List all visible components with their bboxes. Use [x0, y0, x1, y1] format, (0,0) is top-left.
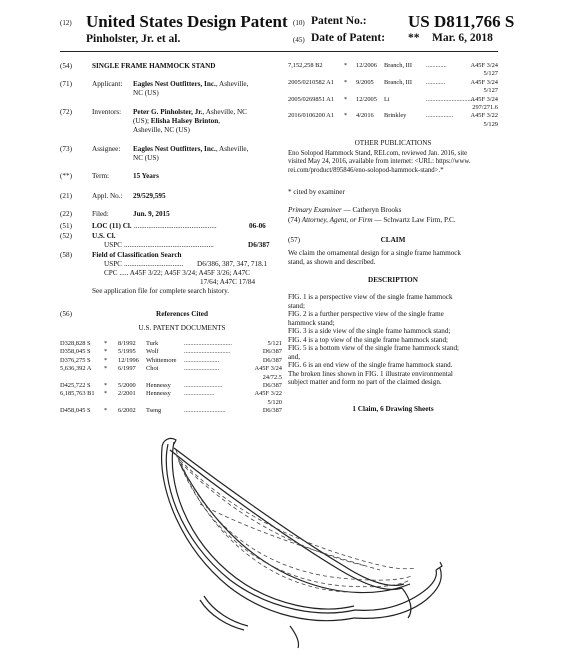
- appl-number: 29/529,595: [133, 192, 166, 200]
- applicant-label: Applicant:: [92, 80, 123, 88]
- reference-name: Brinkley: [384, 112, 407, 120]
- reference-class: A45F 3/24: [470, 78, 498, 86]
- reference-class: A45F 3/22: [470, 112, 498, 120]
- applicant-rest: , Asheville,: [215, 80, 249, 88]
- loc-value: 06-06: [249, 222, 266, 230]
- reference-row: [60, 390, 282, 398]
- attorney: [288, 216, 456, 225]
- inventor-2-rest: ,: [218, 117, 221, 125]
- reference-dots: ..............................: [426, 95, 474, 103]
- filed-label: Filed:: [92, 210, 109, 218]
- reference-date: 5/2000: [118, 382, 136, 389]
- spreader-bar-upper-2: [174, 448, 404, 585]
- reference-number: D458,045 S: [60, 407, 91, 415]
- date-label: Date of Patent:: [311, 32, 386, 44]
- reference-dots: .................: [426, 112, 454, 120]
- reference-name: Hennessy: [146, 382, 171, 389]
- reference-dots: ............: [426, 78, 446, 86]
- reference-star: *: [344, 95, 348, 103]
- description-line: FIG. 4 is a top view of the single frame hammock stand;: [288, 335, 448, 344]
- term-value: 15 Years: [133, 172, 159, 180]
- reference-star: *: [104, 348, 108, 356]
- inventor-2-location: Asheville, NC (US): [133, 126, 190, 134]
- reference-class: 5/127: [483, 87, 498, 95]
- reference-name: Branch, III: [384, 78, 413, 86]
- reference-row: [60, 374, 282, 382]
- reference-number: 2016/0106200 A1: [288, 112, 334, 120]
- primary-examiner: [288, 206, 401, 215]
- claims-sheets-footer: 1 Claim, 6 Drawing Sheets: [352, 405, 434, 413]
- frame-top-tip: [162, 438, 176, 448]
- field-label: Field of Classification Search: [92, 251, 182, 259]
- reference-date: 9/2005: [356, 78, 374, 86]
- inventor-1-name: Peter G. Pinholster, Jr.: [133, 108, 203, 116]
- reference-class: A45F 3/24: [254, 365, 282, 373]
- reference-star: *: [344, 112, 348, 120]
- appl-label: Appl. No.:: [92, 192, 123, 200]
- reference-class: 5/129: [483, 120, 498, 128]
- appl-code: (21): [60, 192, 72, 200]
- reference-class: 5/127: [483, 70, 498, 78]
- description-line: The broken lines shown in FIG. 1 illustrate environmental: [288, 369, 453, 378]
- applicant: [133, 80, 248, 89]
- filed-code: (22): [60, 210, 72, 218]
- claim-text: [288, 249, 498, 266]
- description-line: FIG. 3 is a side view of the single frame hammock stand;: [288, 327, 451, 335]
- patent-no-label: Patent No.:: [311, 15, 367, 27]
- description-line: FIG. 1 is a perspective view of the single frame hammock: [288, 293, 453, 301]
- reference-row: [60, 407, 282, 415]
- filed-date: Jun. 9, 2015: [133, 210, 170, 218]
- uscl-label: U.S. Cl.: [92, 232, 116, 240]
- reference-row: [288, 112, 498, 120]
- reference-class: 5/121: [267, 340, 282, 347]
- reference-row: [288, 96, 498, 104]
- attorney-label: Attorney, Agent, or Firm: [301, 216, 373, 224]
- reference-dots: ......................: [184, 356, 220, 364]
- reference-dots: ........................: [184, 382, 223, 389]
- assignee-rest: , Asheville,: [215, 145, 249, 153]
- assignee-name: Eagles Nest Outfitters, Inc.: [133, 145, 216, 153]
- reference-star: *: [104, 356, 108, 364]
- reference-date: 6/2002: [118, 407, 136, 415]
- loc-label: LOC (11) Cl.: [92, 222, 132, 230]
- reference-name: Choi: [146, 365, 159, 373]
- reference-class: D6/387: [262, 382, 282, 389]
- applicant-location: NC (US): [133, 89, 159, 97]
- right-tip: [436, 562, 442, 570]
- reference-row: [60, 357, 282, 365]
- date-of-patent: Mar. 6, 2018: [432, 32, 493, 44]
- attorney-code: (74): [288, 216, 300, 224]
- reference-star: *: [344, 62, 348, 69]
- reference-name: Branch, III: [384, 62, 413, 69]
- date-stars: **: [408, 32, 420, 44]
- inventor-1: [133, 108, 247, 117]
- reference-row: [60, 348, 282, 356]
- date-code: (45): [293, 36, 305, 44]
- frame-solid-lines: [162, 438, 442, 648]
- reference-row: [288, 70, 498, 78]
- field-uspc-dots: .................................: [124, 260, 184, 268]
- hammock-line-2: [176, 454, 410, 587]
- hammock-line-1: [176, 450, 412, 580]
- term-code: (**): [60, 172, 72, 180]
- description-line: subject matter and form no part of the claimed design.: [288, 378, 442, 386]
- patent-number: US D811,766 S: [408, 12, 515, 31]
- assignee: [133, 145, 248, 154]
- reference-name: Hennessy: [146, 390, 171, 398]
- reference-number: 7,152,258 B2: [288, 62, 323, 69]
- hammock-line-4: [180, 460, 416, 569]
- reference-star: *: [104, 382, 108, 389]
- field-note: See application file for complete search history.: [92, 287, 230, 295]
- inventor-line: Pinholster, Jr. et al.: [86, 33, 181, 45]
- reference-row: [60, 340, 282, 348]
- reference-row: [60, 382, 282, 390]
- reference-row: [60, 365, 282, 373]
- uspc-label: USPC: [104, 241, 122, 249]
- reference-number: 2005/0269851 A1: [288, 95, 334, 103]
- inventors-label: Inventors:: [92, 108, 122, 116]
- cited-by-examiner: * cited by examiner: [288, 188, 345, 196]
- primary-examiner-name: — Catheryn Brooks: [341, 206, 402, 214]
- applicant-code: (71): [60, 80, 72, 88]
- field-uspc-value: D6/386, 387, 347, 718.1: [197, 260, 268, 268]
- reference-row: [288, 62, 498, 70]
- uscl-code: (52): [60, 232, 72, 240]
- uspc-dots: ..................................................: [124, 241, 214, 249]
- reference-row: [288, 121, 498, 129]
- reference-dots: ...................: [184, 390, 215, 398]
- reference-name: Whittemore: [146, 356, 177, 364]
- inventor-1-rest: , Asheville, NC: [202, 108, 247, 116]
- refs-title: References Cited: [156, 310, 208, 318]
- reference-number: D425,722 S: [60, 382, 91, 389]
- reference-date: 12/1996: [118, 356, 139, 364]
- field-code: (58): [60, 251, 72, 259]
- other-pubs-line-1: Eno Solopod Hammock Stand, REI.com, reviewed Jan. 2016, site: [288, 150, 468, 157]
- reference-class: D6/387: [262, 348, 282, 356]
- claim-text-line-1: We claim the ornamental design for a single frame hammock: [288, 249, 461, 257]
- foot-center: [290, 626, 299, 648]
- reference-star: *: [104, 340, 108, 347]
- primary-examiner-label: Primary Examiner: [288, 206, 342, 214]
- reference-dots: .............: [426, 62, 447, 69]
- term-label: Term:: [92, 172, 110, 180]
- description-line: hammock stand;: [288, 318, 335, 327]
- inventor-2-prefix: (US);: [133, 117, 149, 125]
- loc-code: (51): [60, 222, 72, 230]
- reference-class: 5/120: [267, 398, 282, 406]
- description-line: and,: [288, 352, 301, 361]
- reference-star: *: [104, 407, 108, 415]
- reference-star: *: [344, 78, 348, 86]
- patent-kind-title: United States Design Patent: [86, 12, 288, 31]
- design-title: SINGLE FRAME HAMMOCK STAND: [92, 62, 216, 70]
- header-rule: [60, 51, 498, 52]
- reference-number: 6,185,763 B1: [60, 390, 95, 398]
- other-pubs-line-2: visited May 24, 2016, available from internet: <URL: https://www.: [288, 158, 471, 166]
- reference-number: D328,828 S: [60, 340, 91, 347]
- reference-row: [60, 399, 282, 407]
- reference-name: Wolf: [146, 348, 159, 356]
- reference-class: A45F 3/24: [470, 62, 498, 69]
- attorney-name: — Schwartz Law Firm, P.C.: [372, 216, 456, 224]
- title-code: (54): [60, 62, 72, 70]
- reference-number: D358,045 S: [60, 348, 91, 356]
- reference-date: 12/2005: [356, 95, 377, 103]
- reference-number: D376,275 S: [60, 356, 91, 364]
- reference-dots: .............................: [184, 348, 231, 356]
- reference-date: 2/2001: [118, 390, 136, 398]
- other-pubs-line-3: rei.com/product/895846/eno-solopod-hammock-stand>.*: [288, 166, 444, 174]
- reference-date: 6/1997: [118, 365, 136, 373]
- reference-class: 24/72.5: [262, 373, 282, 381]
- reference-star: *: [104, 365, 108, 373]
- assignee-code: (73): [60, 145, 72, 153]
- other-pubs-text: [288, 150, 498, 175]
- hammock-line-6: [200, 504, 380, 570]
- reference-date: 8/1992: [118, 340, 136, 347]
- field-cpc: CPC ..... A45F 3/22; A45F 3/24; A45F 3/26; A47C: [104, 269, 250, 277]
- reference-number: 5,636,392 A: [60, 365, 92, 373]
- other-pubs-title: OTHER PUBLICATIONS: [354, 139, 432, 147]
- description-line: FIG. 5 is a bottom view of the single frame hammock stand;: [288, 344, 460, 352]
- refs-subtitle: U.S. PATENT DOCUMENTS: [138, 324, 226, 332]
- hammock-stand-drawing: [140, 420, 460, 652]
- reference-dots: ..............................: [184, 340, 232, 347]
- applicant-name: Eagles Nest Outfitters, Inc.: [133, 80, 216, 88]
- kind-code: (12): [60, 19, 72, 27]
- field-uspc-label: USPC: [104, 260, 122, 268]
- refs-code: (56): [60, 310, 72, 318]
- description-title: DESCRIPTION: [368, 276, 418, 284]
- inventor-2-name: Elisha Halsey Brinton: [150, 117, 219, 125]
- claim-text-line-2: stand, as shown and described.: [288, 257, 376, 266]
- reference-row: [288, 87, 498, 95]
- reference-class: 297/271.6: [472, 104, 498, 111]
- hammock-line-3: [178, 458, 346, 592]
- reference-name: Turk: [146, 340, 159, 347]
- foot-left-2: [204, 596, 248, 626]
- uspc-value: D6/387: [248, 241, 270, 249]
- reference-row: [288, 104, 498, 112]
- reference-class: A45F 3/24: [470, 95, 498, 103]
- description-text: [288, 293, 500, 387]
- description-line: FIG. 2 is a further perspective view of the single frame: [288, 310, 444, 318]
- description-line: stand;: [288, 301, 305, 310]
- base-right-curve: [355, 570, 436, 610]
- reference-name: Tseng: [146, 407, 162, 415]
- loc-dots: ..............................................: [134, 222, 217, 230]
- claim-code: (57): [288, 236, 300, 244]
- reference-class: D6/387: [262, 407, 282, 415]
- reference-dots: ......................: [184, 365, 220, 373]
- reference-date: 12/2006: [356, 62, 377, 69]
- description-line: FIG. 6 is an end view of the single frame hammock stand.: [288, 361, 453, 369]
- field-cpc-cont: 17/64; A47C 17/84: [200, 278, 256, 286]
- reference-row: [288, 79, 498, 87]
- references-table-right: [288, 62, 498, 132]
- reference-star: *: [104, 390, 108, 398]
- reference-name: Li: [384, 95, 390, 103]
- frame-arc-back: [162, 448, 354, 621]
- claim-title: CLAIM: [380, 236, 406, 244]
- reference-date: 5/1995: [118, 348, 136, 356]
- reference-class: A45F 3/22: [254, 390, 282, 398]
- assignee-location: NC (US): [133, 154, 159, 162]
- patent-no-code: (10): [293, 19, 305, 27]
- assignee-label: Assignee:: [92, 145, 121, 153]
- reference-class: D6/387: [262, 356, 282, 364]
- reference-dots: ..........................: [184, 407, 226, 415]
- inventors-code: (72): [60, 108, 72, 116]
- inventor-2: [133, 117, 220, 126]
- reference-date: 4/2016: [356, 112, 374, 120]
- reference-number: 2005/0210582 A1: [288, 78, 334, 86]
